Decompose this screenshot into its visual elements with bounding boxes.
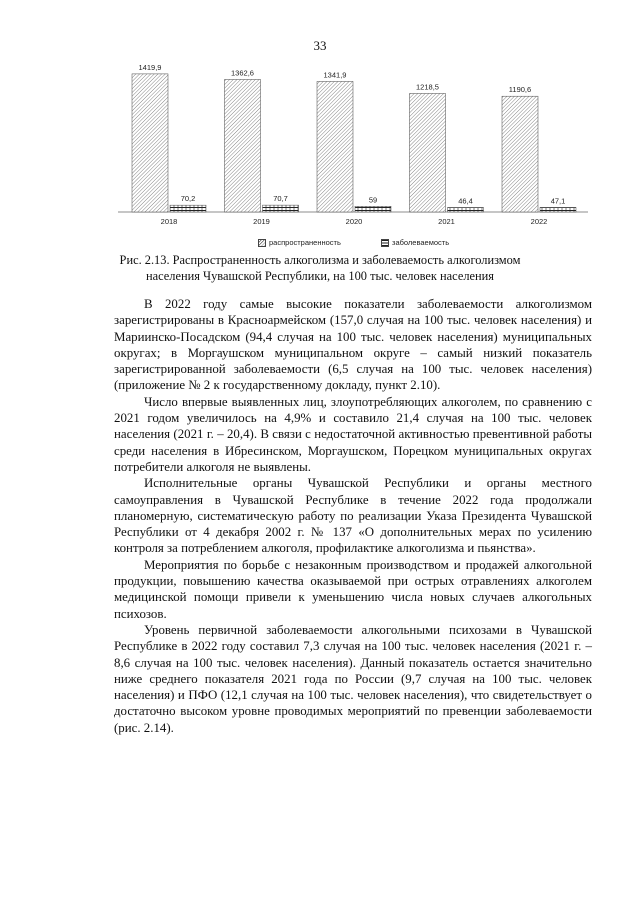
paragraph: Уровень первичной заболеваемости алкогольными психозами в Чувашской Республике в 2022 году составил 7,3 случая на 100 тыс. человек населения (2021 г. – 8,6 случая на 100 тыс. человек населения). Данный показатель остается значительно ниже среднего показателя 2021 года по России (9,7 случая на 100 тыс. человек населения) и ПФО (12,1 случая на 100 тыс. человек населения), что свидетельствует о достаточно высоком уровне проводимых мероприятий по превенции заболеваемости (рис. 2.14). (114, 622, 592, 735)
bar-prevalence (225, 79, 261, 212)
bar-prevalence (502, 96, 538, 212)
x-tick-label: 2019 (253, 217, 270, 226)
bar-incidence (540, 207, 576, 212)
figure-caption (110, 253, 530, 284)
body-text (114, 296, 592, 736)
bar-chart (0, 0, 640, 235)
x-tick-label: 2018 (160, 217, 178, 226)
paragraph: Исполнительные органы Чувашской Республики и органы местного самоуправления в Чувашской Республике в течение 2022 года продолжали планомерную, систематическую работу по реализации Указа Президента Чувашской Республики от 4 декабря 2002 г. № 137 «О дополнительных мерах по усилению контроля за потреблением алкоголя, профилактике алкоголизма и пьянства». (114, 476, 592, 556)
bar-incidence (170, 205, 206, 212)
data-label: 59 (368, 195, 378, 205)
legend-swatch-prevalence (258, 239, 266, 247)
data-label: 1190,6 (508, 85, 532, 95)
paragraph: Мероприятия по борьбе с незаконным производством и продажей алкогольной продукции, повышению качества оказываемой при острых отравлениях алкоголем медицинской помощи привели к уменьшению числа новых случаев алкогольных психозов. (114, 557, 592, 621)
legend-label-incidence: заболеваемость (392, 238, 450, 247)
legend-item-incidence (381, 238, 449, 247)
bar-incidence (355, 206, 391, 212)
data-label: 47,1 (550, 196, 566, 206)
caption-line-2: населения Чувашской Республики, на 100 тыс. человек населения (146, 268, 494, 283)
paragraph: В 2022 году самые высокие показатели заболеваемости алкоголизмом зарегистрированы в Красноармейском (157,0 случая на 100 тыс. человек населения) и Мариинско-Посадском (94,4 случая на 100 тыс. человек населения) муниципальных округах; в Моргаушском муниципальном округе – самый низкий показатель зарегистрированной заболеваемости (6,5 случая на 100 тыс. человек населения) (приложение № 2 к государственному докладу, пункт 2.10). (114, 297, 592, 393)
bar-prevalence (317, 81, 353, 212)
bar-incidence (448, 207, 484, 212)
data-label: 1341,9 (323, 70, 347, 80)
legend-item-prevalence (258, 238, 341, 247)
page-number: 33 (313, 38, 327, 53)
data-label: 1362,6 (231, 68, 254, 78)
x-tick-label: 2022 (530, 217, 548, 226)
bar-prevalence (410, 93, 446, 212)
paragraph: Число впервые выявленных лиц, злоупотребляющих алкоголем, по сравнению с 2021 годом увеличилось на 4,9% и составило 21,4 случая на 100 тыс. человек населения (2021 г. – 20,4). В связи с недостаточной активностью превентивной работы среди населения в Ибресинском, Моргаушском, Порецком муниципальных округах потребители алкоголя не выявлены. (114, 394, 592, 474)
caption-line-1: Рис. 2.13. Распространенность алкоголизма и заболеваемость алкоголизмом (119, 253, 521, 267)
x-tick-label: 2021 (438, 217, 455, 226)
x-tick-label: 2020 (345, 217, 363, 226)
legend-swatch-incidence (381, 239, 389, 247)
legend-label-prevalence: распространенность (269, 238, 341, 247)
data-label: 70,7 (273, 194, 288, 204)
data-label: 1218,5 (416, 82, 439, 92)
data-label: 70,2 (180, 194, 196, 204)
data-label: 46,4 (458, 196, 473, 206)
bar-prevalence (132, 74, 168, 212)
data-label: 1419,9 (138, 62, 162, 72)
bar-incidence (263, 205, 299, 212)
